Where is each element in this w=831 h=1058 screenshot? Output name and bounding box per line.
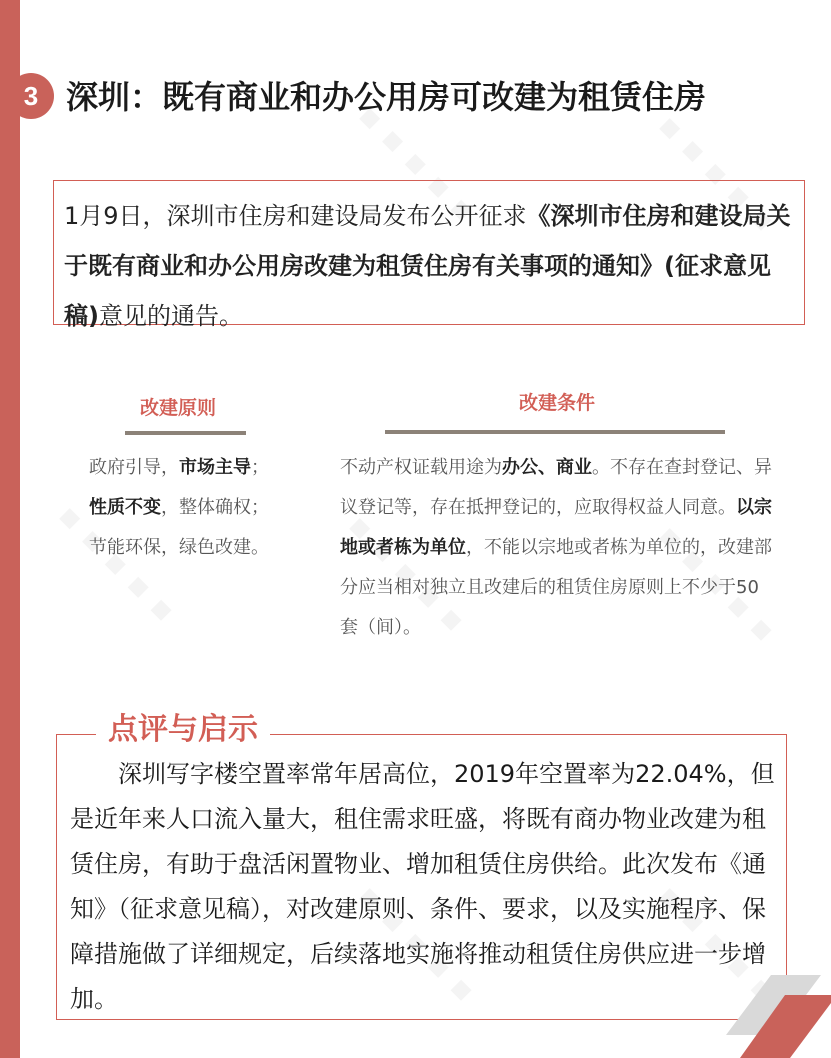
page-title: 深圳：既有商业和办公用房可改建为租赁住房 xyxy=(66,78,707,116)
principle-line: 节能环保，绿色改建。 xyxy=(89,537,269,558)
review-heading: 点评与启示 xyxy=(96,710,270,750)
section-number-badge: 3 xyxy=(8,73,54,119)
notice-suffix: 意见的通告。 xyxy=(98,302,243,330)
conditions-rule xyxy=(385,430,725,434)
review-paragraph-container xyxy=(70,752,780,1022)
principles-text xyxy=(89,448,319,568)
principle-line: 政府引导，市场主导； xyxy=(89,457,269,478)
notice-box xyxy=(53,180,805,330)
notice-document-title: 《深圳市住房和建设局关于既有商业和办公用房改建为租赁住房有关事项的通知》(征求意见稿) xyxy=(64,202,791,330)
review-paragraph: 深圳写字楼空置率常年居高位，2019年空置率为22.04%，但是近年来人口流入量大，租住需求旺盛，将既有商办物业改建为租赁住房，有助于盘活闲置物业、增加租赁住房供给。此次发布《通知》（征求意见稿），对改建原则、条件、要求，以及实施程序、保障措施做了详细规定，后续落地实施将推动租赁住房供应进一步增加。 xyxy=(70,760,775,1013)
corner-decoration-red xyxy=(730,995,831,1058)
conditions-heading: 改建条件 xyxy=(519,392,596,414)
principles-rule xyxy=(125,431,246,435)
principles-heading: 改建原则 xyxy=(140,397,217,419)
principle-line: 性质不变，整体确权； xyxy=(89,497,269,518)
conditions-text: 不动产权证载用途为办公、商业。不存在查封登记、异议登记等，存在抵押登记的，应取得权益人同意。以宗地或者栋为单位，不能以宗地或者栋为单位的，改建部分应当相对独立且改建后的租赁住房原则上不少于50套（间）。 xyxy=(340,457,772,638)
left-accent-bar xyxy=(0,0,20,1058)
notice-prefix: 1月9日，深圳市住房和建设局发布公开征求 xyxy=(64,202,527,230)
